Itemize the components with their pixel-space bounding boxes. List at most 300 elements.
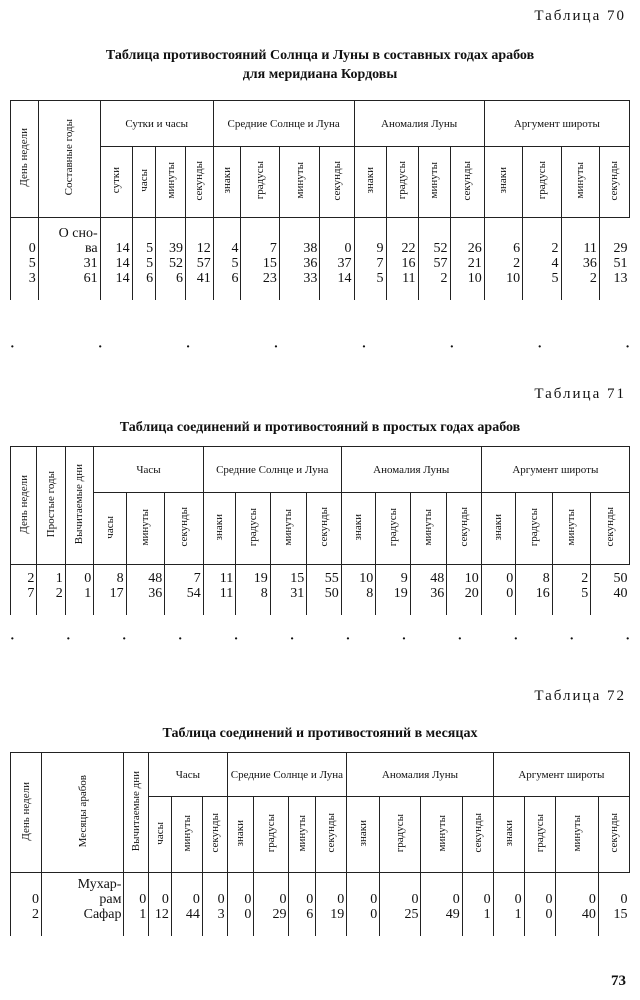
table-cell: 7 (269, 241, 277, 256)
table-cell: 0 (545, 907, 553, 922)
table-cell: 33 (303, 271, 318, 286)
value-column (289, 873, 316, 937)
table-cell: 14 (115, 241, 130, 256)
table-cell (188, 226, 211, 241)
value-column (171, 873, 202, 937)
table-70-label: Таблица 70 (534, 8, 626, 24)
table-cell: 0 (452, 892, 460, 907)
value-column (279, 218, 320, 301)
value-column (354, 218, 386, 301)
table-cell: 55 (324, 571, 339, 586)
table-cell (230, 877, 252, 892)
table-cell: 1 (514, 907, 522, 922)
table-cell: 37 (337, 256, 352, 271)
table-cell (243, 226, 276, 241)
table-cell: 14 (337, 271, 352, 286)
value-column (203, 565, 235, 616)
table-cell: Мухар- (77, 877, 122, 892)
table-cell (13, 877, 39, 892)
table-71-title: Таблица соединений и противостояний в простых годах арабов (119, 420, 521, 435)
table-cell: 14 (115, 256, 130, 271)
sub-hours: часы (149, 797, 172, 873)
table-cell: 25 (404, 907, 419, 922)
table-cell: 48 (430, 571, 445, 586)
table-cell: 41 (196, 271, 211, 286)
table-cell: 2 (440, 271, 448, 286)
table-cell: 7 (376, 256, 384, 271)
sub-minutes: минуты (171, 797, 202, 873)
value-column (418, 218, 450, 301)
table-cell: 38 (303, 241, 318, 256)
value-column (227, 873, 254, 937)
table-cell: 0 (31, 892, 39, 907)
table-cell: 0 (337, 892, 345, 907)
table-cell: 7 (27, 586, 35, 601)
table-cell: 21 (467, 256, 482, 271)
table-cell: 19 (253, 571, 268, 586)
table-cell (389, 226, 416, 241)
ellipsis-dot: · (121, 632, 127, 647)
table-cell: 1 (84, 586, 92, 601)
value-column (552, 565, 591, 616)
sub-minutes: минуты (561, 147, 599, 218)
table-cell: 1 (483, 907, 491, 922)
table-cell (525, 226, 558, 241)
table-cell (135, 226, 153, 241)
table-cell: 0 (370, 892, 378, 907)
value-column (347, 873, 380, 937)
sub-minutes: минуты (289, 797, 316, 873)
ellipsis-dot: · (177, 632, 183, 647)
table-cell: 36 (582, 256, 597, 271)
col-subtracted-days: Вычитаемые дни (65, 447, 93, 565)
table-70 (10, 100, 630, 300)
sub-degrees: градусы (524, 797, 555, 873)
table-cell: 2 (589, 271, 597, 286)
table-cell: 5 (551, 271, 559, 286)
table-cell (256, 877, 286, 892)
table-cell: 12 (196, 241, 211, 256)
col-arab-months: Месяцы арабов (41, 753, 124, 873)
group-days-hours: Сутки и часы (100, 101, 213, 147)
value-column (462, 873, 493, 937)
group-mean-sun-moon: Средние Солнце и Луна (203, 447, 341, 493)
table-cell: 11 (219, 571, 234, 586)
table-cell: 6 (146, 271, 154, 286)
table-cell: 16 (401, 256, 416, 271)
sub-seconds: секунды (462, 797, 493, 873)
table-cell: 2 (31, 907, 39, 922)
value-column (523, 218, 561, 301)
value-column (156, 218, 186, 301)
sub-minutes: минуты (552, 493, 591, 565)
table-cell (13, 226, 36, 241)
value-column (236, 565, 270, 616)
value-column (493, 873, 524, 937)
table-cell (453, 226, 482, 241)
table-cell: 39 (168, 241, 183, 256)
table-cell: 12 (154, 907, 169, 922)
table-cell: 5 (146, 241, 154, 256)
sub-signs: знаки (213, 147, 241, 218)
table-cell (465, 877, 491, 892)
ellipsis-dot: · (569, 632, 575, 647)
table-cell: рам (99, 892, 122, 907)
sub-signs: знаки (227, 797, 254, 873)
table-cell (349, 877, 377, 892)
table-cell: 11 (583, 241, 597, 256)
sub-signs: знаки (203, 493, 235, 565)
table-cell: О сно- (58, 226, 98, 241)
ellipsis-dot: · (513, 632, 519, 647)
table-cell: 0 (279, 892, 287, 907)
table-cell: 6 (306, 907, 314, 922)
group-latitude-argument: Аргумент широты (484, 101, 629, 147)
value-column (450, 218, 484, 301)
table-72-title: Таблица соединений и противостояний в месяцах (162, 726, 478, 741)
value-column (421, 873, 462, 937)
sub-degrees: градусы (254, 797, 289, 873)
table-cell: 44 (185, 907, 200, 922)
table-cell: 6 (513, 241, 521, 256)
ellipsis-dot: · (289, 632, 295, 647)
day-column-values (11, 565, 37, 616)
table-cell: 0 (506, 586, 514, 601)
table-cell (103, 226, 130, 241)
value-column (376, 565, 410, 616)
value-column (126, 565, 165, 616)
table-cell (382, 877, 418, 892)
table-cell (357, 226, 384, 241)
table-cell (291, 877, 313, 892)
col-day-of-week: День недели (11, 447, 37, 565)
table-cell: 11 (219, 586, 234, 601)
table-cell: 6 (175, 271, 183, 286)
table-cell: 13 (613, 271, 628, 286)
ellipsis-dot: · (401, 632, 407, 647)
sub-signs: знаки (493, 797, 524, 873)
group-moon-anomaly: Аномалия Луны (347, 753, 493, 797)
table-72-label: Таблица 72 (534, 688, 626, 704)
table-cell: 23 (262, 271, 277, 286)
sub-hours: часы (132, 147, 155, 218)
value-column (591, 565, 630, 616)
value-column (516, 565, 553, 616)
ellipsis-dot: · (10, 340, 15, 355)
value-column (100, 218, 132, 301)
ellipsis-dot: · (233, 632, 239, 647)
group-hours: Часы (149, 753, 227, 797)
table-cell: 4 (231, 241, 239, 256)
table-cell: 50 (324, 586, 339, 601)
value-column (386, 218, 418, 301)
table-cell: ва (84, 241, 98, 256)
table-70-title-line2: для меридиана Кордовы (242, 67, 398, 82)
table-cell: 10 (359, 571, 374, 586)
sub-seconds: секунды (165, 493, 204, 565)
ellipsis-dot: · (537, 340, 543, 355)
table-cell: 5 (28, 256, 36, 271)
sub-minutes: минуты (418, 147, 450, 218)
value-column (213, 218, 241, 301)
value-column (254, 873, 289, 937)
sub-days: сутки (100, 147, 132, 218)
value-column (132, 218, 155, 301)
table-cell: 0 (411, 892, 419, 907)
sub-signs: знаки (354, 147, 386, 218)
table-cell (421, 226, 448, 241)
table-70-title (0, 46, 640, 84)
sub-seconds: секунды (447, 493, 482, 565)
table-cell: 17 (109, 586, 124, 601)
table-cell: 52 (168, 256, 183, 271)
group-moon-anomaly: Аномалия Луны (341, 447, 481, 493)
table-cell: 36 (148, 586, 163, 601)
table-cell: 0 (483, 892, 491, 907)
sub-degrees: градусы (386, 147, 418, 218)
table-72 (10, 752, 630, 936)
table-cell: 0 (161, 892, 169, 907)
day-column-values (11, 218, 39, 301)
table-cell (205, 877, 225, 892)
sub-seconds: секунды (185, 147, 213, 218)
table-body (11, 565, 630, 616)
value-column (241, 218, 279, 301)
value-column (447, 565, 482, 616)
ellipsis-row (10, 340, 630, 356)
table-cell: 10 (506, 271, 521, 286)
table-cell: 61 (83, 271, 98, 286)
table-cell (174, 877, 200, 892)
sub-seconds: секунды (598, 797, 629, 873)
value-column (524, 873, 555, 937)
table-cell: 8 (542, 571, 550, 586)
table-cell (322, 226, 351, 241)
sub-degrees: градусы (516, 493, 553, 565)
table-cell: 15 (262, 256, 277, 271)
sub-seconds: секунды (599, 147, 629, 218)
group-latitude-argument: Аргумент широты (493, 753, 629, 797)
table-cell: 0 (506, 571, 514, 586)
table-cell: 0 (545, 892, 553, 907)
table-cell (216, 226, 239, 241)
label-column-values (38, 218, 100, 301)
table-cell: 29 (613, 241, 628, 256)
sub-signs: знаки (347, 797, 380, 873)
table-cell: 0 (192, 892, 200, 907)
sub-hours: часы (94, 493, 126, 565)
table-cell: 8 (366, 586, 374, 601)
sub-minutes: минуты (270, 493, 307, 565)
table-cell: 9 (376, 241, 384, 256)
table-cell (496, 877, 522, 892)
value-column (555, 873, 598, 937)
table-cell (282, 226, 318, 241)
ellipsis-dot: · (10, 632, 15, 647)
table-cell: 40 (581, 907, 596, 922)
table-cell: 20 (464, 586, 479, 601)
table-cell: 19 (330, 907, 345, 922)
table-cell (558, 877, 596, 892)
value-column (599, 218, 629, 301)
table-cell: 48 (148, 571, 163, 586)
page-number: 73 (611, 973, 626, 989)
value-column (270, 565, 307, 616)
group-mean-sun-moon: Средние Солнце и Луна (227, 753, 347, 797)
sub-minutes: минуты (156, 147, 186, 218)
table-body (11, 873, 630, 937)
table-cell (602, 226, 628, 241)
table-cell (527, 877, 553, 892)
value-column (561, 218, 599, 301)
table-cell: 50 (613, 571, 628, 586)
table-cell: 2 (581, 571, 589, 586)
table-cell (423, 877, 459, 892)
sub-seconds: секунды (202, 797, 227, 873)
day-column-values (11, 873, 42, 937)
sub-degrees: градусы (376, 493, 410, 565)
ellipsis-row (10, 632, 630, 648)
table-cell (601, 877, 628, 892)
col-day-of-week: День недели (11, 753, 42, 873)
table-71-label: Таблица 71 (534, 386, 626, 402)
table-cell: 15 (290, 571, 305, 586)
table-cell (564, 226, 597, 241)
value-column (484, 218, 522, 301)
table-cell: 5 (376, 271, 384, 286)
table-cell (158, 226, 183, 241)
ellipsis-dot: · (361, 340, 367, 355)
sub-degrees: градусы (236, 493, 270, 565)
table-cell: 5 (581, 586, 589, 601)
label-column-values (37, 565, 65, 616)
sub-minutes: минуты (555, 797, 598, 873)
label-column-values (41, 873, 124, 937)
table-cell (487, 226, 520, 241)
value-column (380, 873, 421, 937)
table-cell: 10 (467, 271, 482, 286)
table-cell: 31 (290, 586, 305, 601)
sub-minutes: минуты (410, 493, 447, 565)
table-cell: 16 (535, 586, 550, 601)
table-cell: 52 (433, 241, 448, 256)
sub-signs: знаки (341, 493, 375, 565)
table-cell: 3 (217, 907, 225, 922)
value-column (320, 218, 354, 301)
sub-seconds: секунды (450, 147, 484, 218)
sub-signs: знаки (481, 493, 515, 565)
value-column (65, 565, 93, 616)
col-subtracted-days: Вычитаемые дни (124, 753, 149, 873)
sub-seconds: секунды (316, 797, 347, 873)
col-compound-years: Составные годы (38, 101, 100, 218)
table-cell: 51 (613, 256, 628, 271)
table-cell: 9 (400, 571, 408, 586)
table-cell: 5 (231, 256, 239, 271)
group-moon-anomaly: Аномалия Луны (354, 101, 484, 147)
col-day-of-week: День недели (11, 101, 39, 218)
table-cell: 36 (430, 586, 445, 601)
table-cell: 1 (139, 907, 147, 922)
sub-seconds: секунды (307, 493, 342, 565)
table-cell: 0 (370, 907, 378, 922)
value-column (316, 873, 347, 937)
table-cell: 5 (146, 256, 154, 271)
table-cell (151, 877, 169, 892)
table-cell: 15 (613, 907, 628, 922)
table-cell: 6 (231, 271, 239, 286)
table-cell: 0 (28, 241, 36, 256)
table-cell: 8 (116, 571, 124, 586)
value-column (598, 873, 629, 937)
value-column (94, 565, 126, 616)
table-cell: 14 (115, 271, 130, 286)
ellipsis-dot: · (185, 340, 191, 355)
ellipsis-dot: · (457, 632, 463, 647)
table-70-title-line1: Таблица противостояний Солнца и Луны в составных годах арабов (105, 48, 535, 63)
value-column (341, 565, 375, 616)
table-cell: 57 (196, 256, 211, 271)
table-cell: 31 (83, 256, 98, 271)
table-71 (10, 446, 630, 615)
table-cell: 0 (84, 571, 92, 586)
group-mean-sun-moon: Средние Солнце и Луна (213, 101, 354, 147)
sub-degrees: градусы (380, 797, 421, 873)
table-body (11, 218, 630, 301)
sub-degrees: градусы (241, 147, 279, 218)
ellipsis-dot: · (449, 340, 455, 355)
table-cell: 26 (467, 241, 482, 256)
table-cell: 0 (139, 892, 147, 907)
table-cell: 0 (244, 907, 252, 922)
sub-seconds: секунды (320, 147, 354, 218)
table-cell: Сафар (83, 907, 122, 922)
sub-seconds: секунды (591, 493, 630, 565)
table-cell: 22 (401, 241, 416, 256)
value-column (185, 218, 213, 301)
table-cell: 57 (433, 256, 448, 271)
ellipsis-dot: · (625, 632, 630, 647)
group-latitude-argument: Аргумент широты (481, 447, 629, 493)
table-cell: 19 (393, 586, 408, 601)
ellipsis-dot: · (97, 340, 103, 355)
table-cell: 29 (272, 907, 287, 922)
value-column (307, 565, 342, 616)
table-cell: 1 (55, 571, 63, 586)
col-simple-years: Простые годы (37, 447, 65, 565)
table-cell: 3 (28, 271, 36, 286)
value-column (410, 565, 447, 616)
table-cell: 10 (464, 571, 479, 586)
table-cell: 11 (402, 271, 416, 286)
table-cell: 0 (306, 892, 314, 907)
value-column (149, 873, 172, 937)
ellipsis-dot: · (345, 632, 351, 647)
table-cell: 54 (186, 586, 201, 601)
table-cell: 0 (217, 892, 225, 907)
table-cell (126, 877, 146, 892)
table-cell: 2 (551, 241, 559, 256)
table-cell: 2 (55, 586, 63, 601)
value-column (481, 565, 515, 616)
value-column (124, 873, 149, 937)
value-column (202, 873, 227, 937)
value-column (165, 565, 204, 616)
table-cell: 49 (445, 907, 460, 922)
ellipsis-dot: · (65, 632, 71, 647)
sub-minutes: минуты (279, 147, 320, 218)
table-cell: 0 (344, 241, 352, 256)
